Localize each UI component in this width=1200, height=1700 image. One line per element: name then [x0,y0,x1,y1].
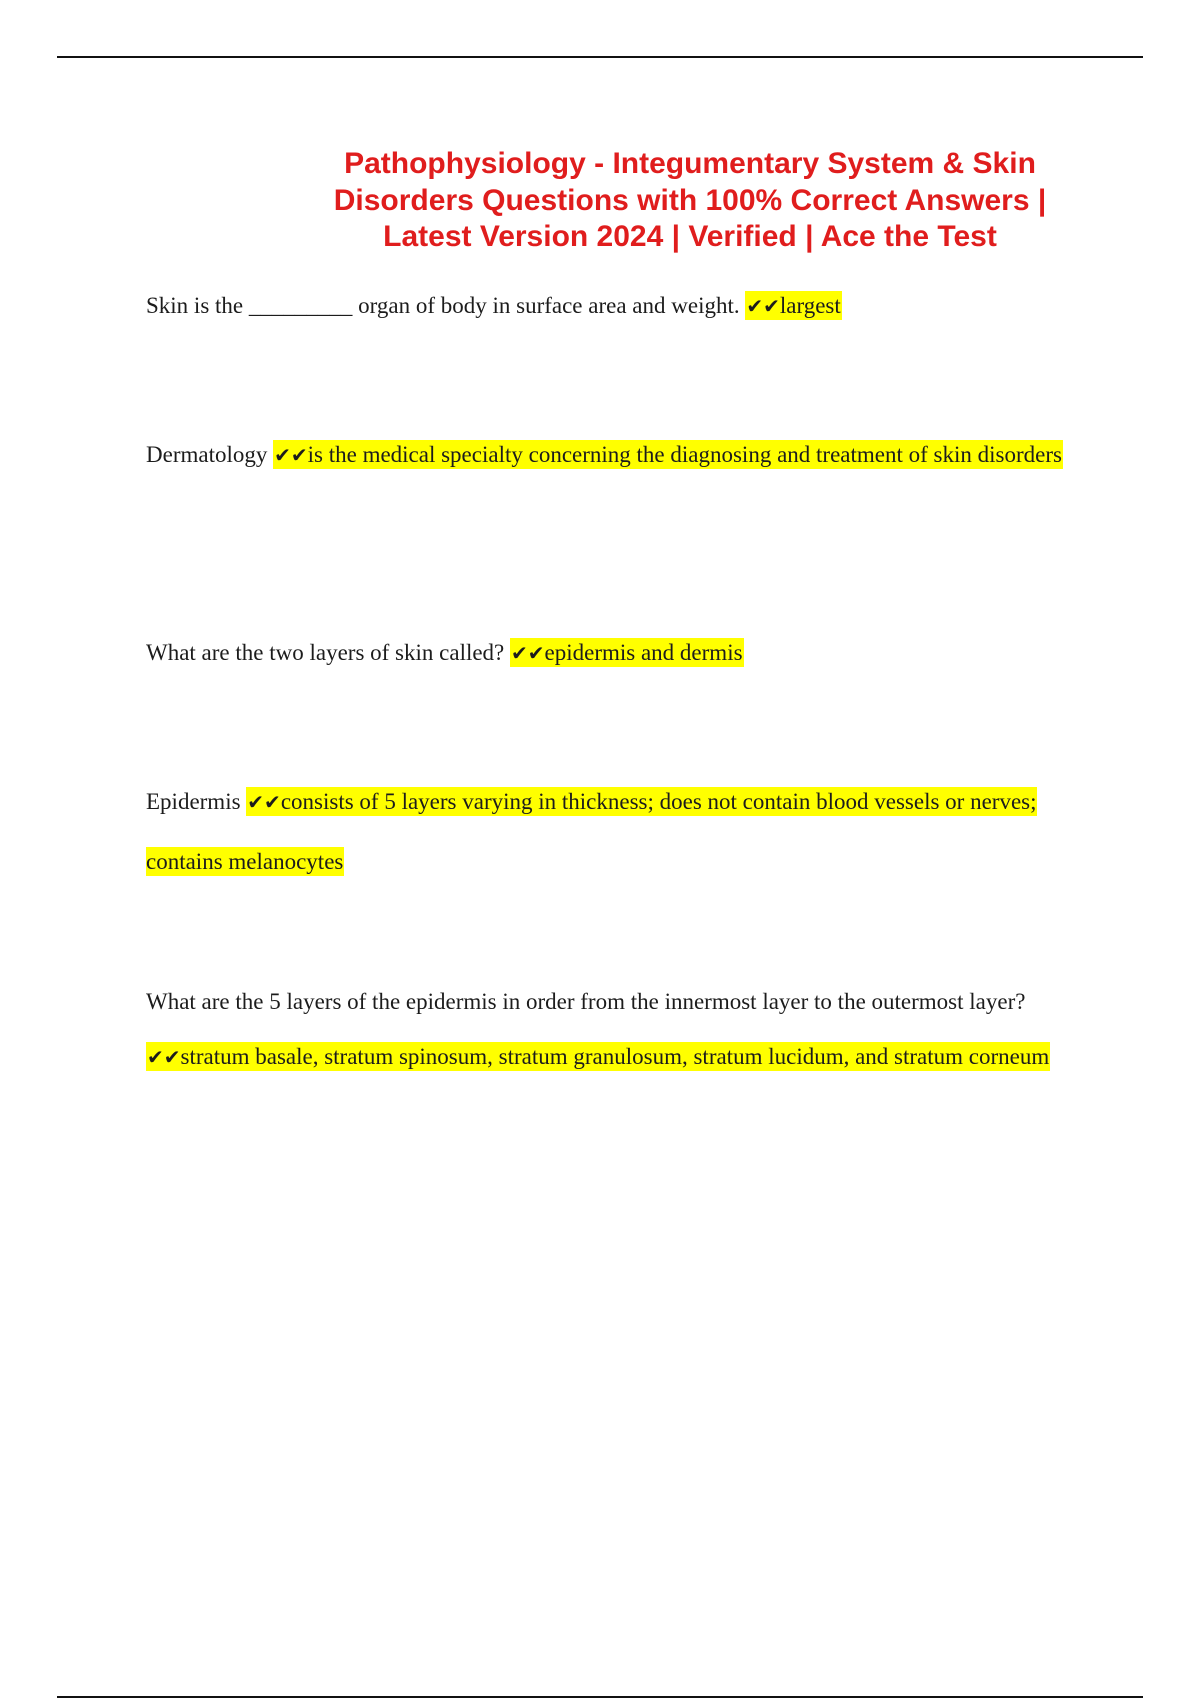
question-text: Dermatology [146,442,268,467]
qa-item [146,974,1146,1085]
top-rule [57,56,1143,58]
answer-highlight [146,787,1037,876]
question-text: What are the 5 layers of the epidermis in order from the innermost layer to the outermost layer? [146,989,1026,1014]
qa-item [146,276,1076,336]
check-icon: ✔✔ [247,790,281,814]
check-icon: ✔✔ [274,443,308,467]
check-icon: ✔✔ [511,641,545,665]
check-icon: ✔✔ [147,1045,181,1069]
answer-highlight [273,440,1063,469]
answer-highlight [510,638,744,667]
qa-item [146,623,1076,683]
answer-text: largest [779,293,841,318]
answer-text: stratum basale, stratum spinosum, stratum granulosum, stratum lucidum, and stratum corneum [180,1044,1050,1069]
question-text: What are the two layers of skin called? [146,640,505,665]
answer-highlight [146,1042,1050,1071]
question-text: Skin is the _________ organ of body in surface area and weight. [146,293,740,318]
qa-item [146,772,1076,892]
question-text: Epidermis [146,789,241,814]
qa-item [146,425,1076,485]
answer-text: epidermis and dermis [544,640,743,665]
answer-text: is the medical specialty concerning the diagnosing and treatment of skin disorders [307,442,1062,467]
document-title: Pathophysiology - Integumentary System & Skin Disorders Questions with 100% Correct Answers | Latest Version 2024 | Verified | Ace the Test [333,147,1047,253]
answer-text: consists of 5 layers varying in thickness; does not contain blood vessels or nerves; contains melanocytes [146,789,1037,874]
answer-highlight [745,291,841,320]
check-icon: ✔✔ [746,294,780,318]
bottom-rule [57,1696,1143,1698]
